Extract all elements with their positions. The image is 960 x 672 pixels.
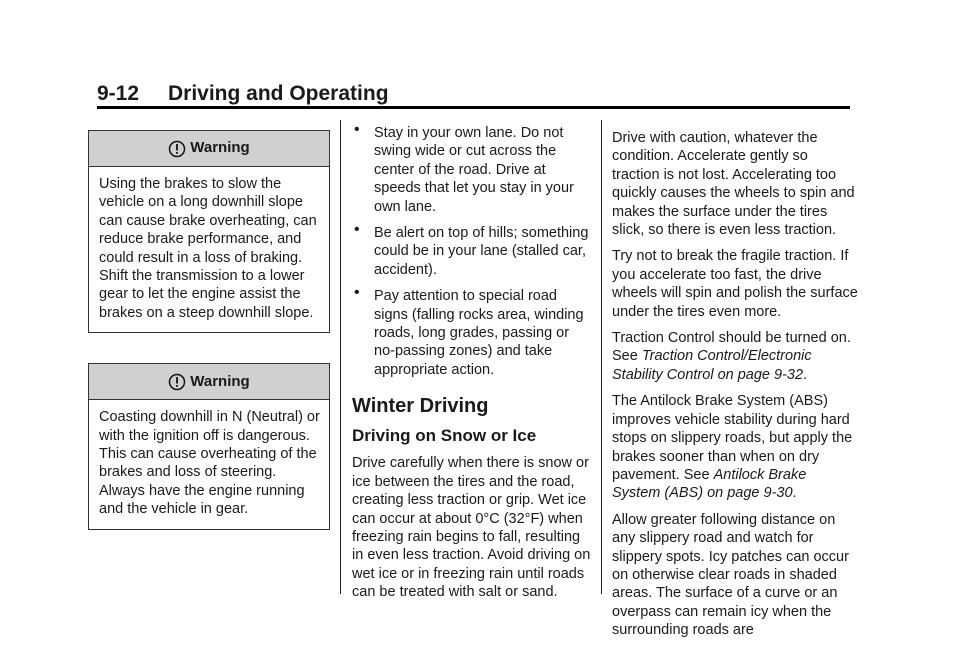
bullet-icon: • bbox=[354, 284, 360, 302]
paragraph: Try not to break the fragile traction. If you accelerate too fast, the drive wheels will spin and polish the surface under the tires even more. bbox=[612, 248, 858, 320]
bullet-icon: • bbox=[354, 221, 360, 239]
bullet-icon: • bbox=[354, 121, 360, 138]
column-middle bbox=[352, 121, 592, 610]
warning-text: Using the brakes to slow the vehicle on a long downhill slope can cause brake overheating, can reduce brake performance, and could result in a loss of braking. Shift the transmission to a lower gear to let the engine assist the brakes on a steep downhill slope. bbox=[99, 176, 317, 321]
bullet-text: Be alert on top of hills; something could be in your lane (stalled car, accident). bbox=[374, 225, 589, 278]
list-item bbox=[352, 121, 592, 216]
warning-icon bbox=[168, 373, 186, 391]
cross-reference: Traction Control/Electronic Stability Control on page 9-32 bbox=[612, 348, 812, 383]
paragraph-text: Traction Control should be turned on. See bbox=[612, 330, 851, 365]
column-right bbox=[612, 129, 858, 648]
section-title: Driving and Operating bbox=[168, 82, 389, 105]
paragraph-end: . bbox=[803, 366, 808, 383]
list-item bbox=[352, 221, 592, 279]
warning-title: Warning bbox=[190, 372, 250, 390]
warning-icon bbox=[168, 140, 186, 158]
paragraph bbox=[612, 329, 858, 384]
paragraph-end: . bbox=[792, 485, 797, 502]
paragraph: Allow greater following distance on any slippery road and watch for slippery spots. Icy patches can occur on otherwise clear roads in shaded areas. The surface of a curve or an overpass can remain icy when the surrounding roads are bbox=[612, 511, 849, 639]
page-number: 9-12 bbox=[97, 82, 140, 105]
bullet-text: Pay attention to special road signs (falling rocks area, winding roads, long grades, passing or no-passing zones) and take appropriate action. bbox=[374, 288, 584, 378]
warning-box bbox=[88, 130, 330, 333]
page-header bbox=[97, 82, 850, 109]
paragraph bbox=[612, 392, 858, 502]
section-heading: Winter Driving bbox=[352, 395, 489, 418]
column-divider bbox=[340, 120, 341, 594]
column-divider bbox=[601, 120, 602, 594]
warning-text: Coasting downhill in N (Neutral) or with the ignition off is dangerous. This can cause overheating of the brakes and loss of steering. Always have the engine running and the vehicle in gear. bbox=[99, 409, 320, 518]
warning-box bbox=[88, 363, 330, 529]
warning-header bbox=[89, 364, 329, 400]
warning-header bbox=[89, 131, 329, 167]
bullet-text: Stay in your own lane. Do not swing wide or cut across the center of the road. Drive at speeds that let you stay in your own lane. bbox=[374, 125, 574, 215]
list-item bbox=[352, 284, 592, 379]
paragraph: Drive carefully when there is snow or ice between the tires and the road, creating less traction or grip. Wet ice can occur at about 0°C (32°F) when freezing rain begins to fall, resulting in even less traction. Avoid driving on wet ice or in freezing rain until roads can be treated with salt or sand. bbox=[352, 455, 591, 601]
warning-title: Warning bbox=[190, 139, 250, 157]
paragraph-text: The Antilock Brake System (ABS) improves vehicle stability during hard stops on slippery roads, but apply the brakes sooner than when on dry pavement. See bbox=[612, 393, 853, 483]
cross-reference: Antilock Brake System (ABS) on page 9-30 bbox=[612, 466, 807, 502]
paragraph: Drive with caution, whatever the condition. Accelerate gently so traction is not lost. Accelerating too quickly causes the wheels to spin and makes the surface under the tires slick, so there is even less traction. bbox=[612, 130, 855, 239]
subsection-heading: Driving on Snow or Ice bbox=[352, 426, 537, 446]
column-left bbox=[88, 130, 330, 552]
